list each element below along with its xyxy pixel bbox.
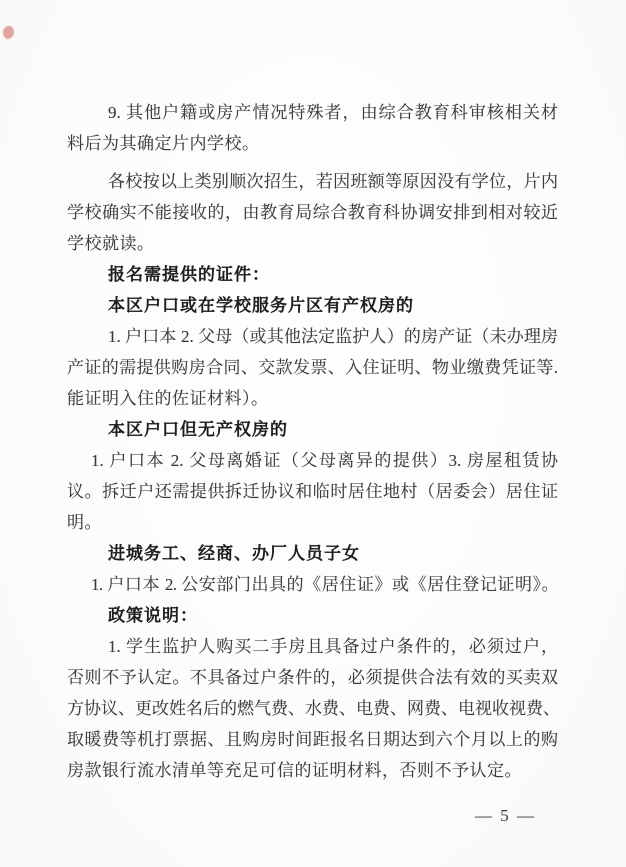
section-heading-local-hukou-no-property: 本区户口但无产权房的 bbox=[108, 420, 288, 439]
text-line: 1. 户口本 2. 公安部门出具的《居住证》或《居住登记证明》。 bbox=[91, 575, 558, 594]
section-heading-required-documents: 报名需提供的证件： bbox=[108, 265, 270, 284]
text-line: 房款银行流水清单等充足可信的证明材料，否则不予认定。 bbox=[67, 761, 522, 780]
text-line: 料后为其确定片内学校。 bbox=[67, 134, 260, 153]
document-text-block bbox=[67, 97, 558, 831]
text-line: 各校按以上类别顺次招生，若因班额等原因没有学位，片内 bbox=[108, 172, 558, 191]
section-heading-local-hukou-with-property: 本区户口或在学校服务片区有产权房的 bbox=[108, 296, 414, 315]
text-line: 学校就读。 bbox=[67, 234, 155, 253]
text-line: 1. 户口本 2. 父母（或其他法定监护人）的房产证（未办理房 bbox=[108, 327, 558, 346]
text-line: 1. 户口本 2. 父母离婚证（父母离异的提供）3. 房屋租赁协 bbox=[91, 451, 558, 470]
red-ink-mark bbox=[3, 26, 14, 39]
text-line: 1. 学生监护人购买二手房且具备过户条件的，必须过户， bbox=[108, 637, 558, 656]
section-heading-policy-notes: 政策说明： bbox=[108, 606, 198, 625]
text-line: 明。 bbox=[67, 513, 102, 532]
text-line: 9. 其他户籍或房产情况特殊者，由综合教育科审核相关材 bbox=[108, 103, 558, 122]
page-number: — 5 — bbox=[475, 806, 536, 825]
text-line: 学校确实不能接收的，由教育局综合教育科协调安排到相对较近 bbox=[67, 203, 558, 222]
text-line: 产证的需提供购房合同、交款发票、入住证明、物业缴费凭证等. bbox=[67, 358, 558, 377]
text-line: 取暖费等机打票据、且购房时间距报名日期达到六个月以上的购 bbox=[67, 730, 558, 749]
text-line: 能证明入住的佐证材料）。 bbox=[67, 389, 269, 408]
text-line: 议。拆迁户还需提供拆迁协议和临时居住地村（居委会）居住证 bbox=[67, 482, 558, 501]
text-line: 方协议、更改姓名后的燃气费、水费、电费、网费、电视收视费、 bbox=[67, 699, 560, 718]
text-line: 否则不予认定。不具备过户条件的，必须提供合法有效的买卖双 bbox=[67, 668, 558, 687]
section-heading-migrant-workers-children: 进城务工、经商、办厂人员子女 bbox=[108, 544, 360, 563]
